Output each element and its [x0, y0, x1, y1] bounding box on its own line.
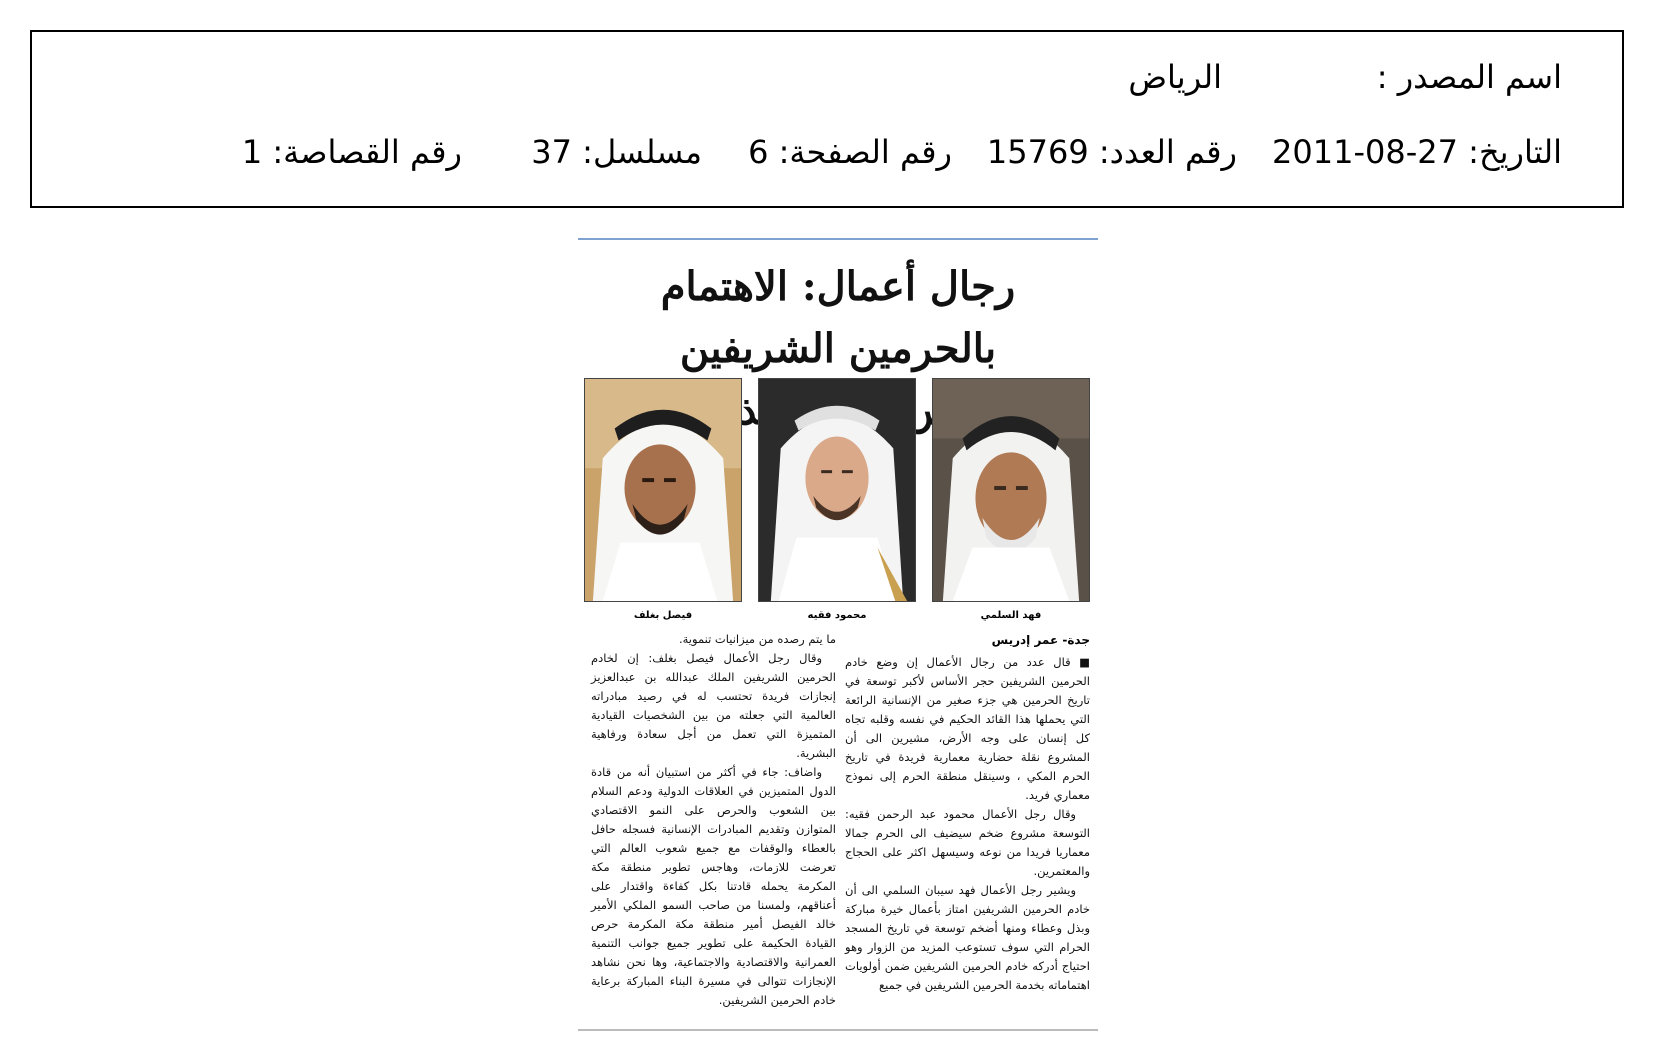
portrait-photo-3: [584, 378, 742, 602]
paragraph: واضاف: جاء في أكثر من استبيان أنه من قادة الدول المتميزين في العلاقات الدولية ودعم السلام بين الشعوب والحرص على النمو الاقتصادي المتوازن وتقديم المبادرات الإنسانية فسجله حافل بالعطاء والوقفات مع جميع شعوب العالم التي تعرضت للازمات، وهاجس تطوير منطقة مكة المكرمة يحمله قادتنا بكل كفاءة واقتدار على أعناقهم، ولمسنا من صاحب السمو الملكي الأمير خالد الفيصل أمير منطقة مكة المكرمة حرص القيادة الحكيمة على تطوير جميع جوانب التنمية العمرانية والاقتصادية والاجتماعية، وها نحن نشاهد الإنجازات تتوالى في مسيرة البناء المباركة برعاية خادم الحرمين الشريفين.: [591, 765, 836, 1007]
clipping-bottom-rule: [578, 1029, 1098, 1031]
serial-field: [531, 127, 702, 177]
portrait-3-image: [585, 379, 741, 601]
serial-label: مسلسل:: [582, 133, 702, 171]
portrait-photo-1: [932, 378, 1090, 602]
article-byline: جدة- عمر إدريس: [991, 633, 1090, 647]
caption-photo-3: فيصل بغلف: [633, 610, 693, 621]
metadata-row-source: [92, 52, 1562, 102]
source-label: اسم المصدر :: [1376, 58, 1562, 96]
article-column-left: [591, 630, 836, 1010]
caption-photo-1: فهد السلمي: [980, 610, 1042, 621]
serial-value: 37: [531, 133, 572, 171]
source-value-field: [1128, 52, 1222, 102]
headline-line-1: رجال أعمال: الاهتمام بالحرمين الشريفين: [660, 263, 1016, 372]
paragraph: ما يتم رصده من ميزانيات تنموية.: [678, 632, 836, 646]
article-column-right: [845, 653, 1090, 995]
page-value: 6: [748, 133, 769, 171]
clipping-top-rule: [578, 238, 1098, 240]
page-label: رقم الصفحة:: [778, 133, 952, 171]
metadata-row-details: [92, 127, 1562, 177]
page-field: [748, 127, 952, 177]
issue-field: [987, 127, 1237, 177]
date-label: التاريخ:: [1468, 133, 1562, 171]
clip-number-value: 1: [241, 133, 263, 171]
clipping-metadata-box: [30, 30, 1624, 208]
paragraph: وقال رجل الأعمال محمود عبد الرحمن فقيه: التوسعة مشروع ضخم سيضيف الى الحرم جمالا معماريا فريدا من نوعه وسيسهل اكثر على الحجاج والمعتمرين.: [845, 807, 1090, 878]
portrait-1-image: [933, 379, 1089, 601]
issue-value: 15769: [986, 133, 1089, 171]
clip-number-field: [242, 127, 462, 177]
caption-photo-2: محمود فقيه: [807, 610, 867, 621]
paragraph: وقال رجل الأعمال فيصل بغلف: إن لخادم الحرمين الشريفين الملك عبدالله بن عبدالعزيز إنجازات فريدة تحتسب له في رصيد مبادراته العالمية التي جعلته من بين الشخصيات القيادية المتميزة التي تعمل من أجل سعادة ورفاهية البشرية.: [591, 651, 836, 760]
source-field: [1377, 52, 1562, 102]
issue-label: رقم العدد:: [1098, 133, 1237, 171]
date-value: 2011-08-27: [1272, 133, 1458, 171]
newspaper-clipping: [578, 238, 1098, 1031]
clip-number-label: رقم القصاصة:: [272, 133, 462, 171]
date-field: [1272, 127, 1562, 177]
portrait-2-image: [759, 379, 915, 601]
source-value: الرياض: [1128, 58, 1222, 96]
portrait-photo-2: [758, 378, 916, 602]
paragraph: ويشير رجل الأعمال فهد سيبان السلمي الى أن خادم الحرمين الشريفين امتاز بأعمال خيرة مباركة وبذل وعطاء ومنها أضخم توسعة في تاريخ المسجد الحرام التي سوف تستوعب المزيد من الزوار وهو احتياج أدركه خادم الحرمين الشريفين ضمن أولويات اهتماماته بخدمة الحرمين الشريفين في جميع: [845, 883, 1090, 992]
paragraph: ■ قال عدد من رجال الأعمال إن وضع خادم الحرمين الشريفين حجر الأساس لأكبر توسعة في تاريخ الحرمين هي جزء صغير من الإنسانية الرائعة التي يحملها هذا القائد الحكيم في نفسه وقلبه تجاه كل إنسان على وجه الأرض، مشيرين الى أن المشروع نقلة حضارية معمارية فريدة في تاريخ الحرم المكي ، وسينقل منطقة الحرم إلى نموذج معماري فريد.: [845, 655, 1090, 802]
